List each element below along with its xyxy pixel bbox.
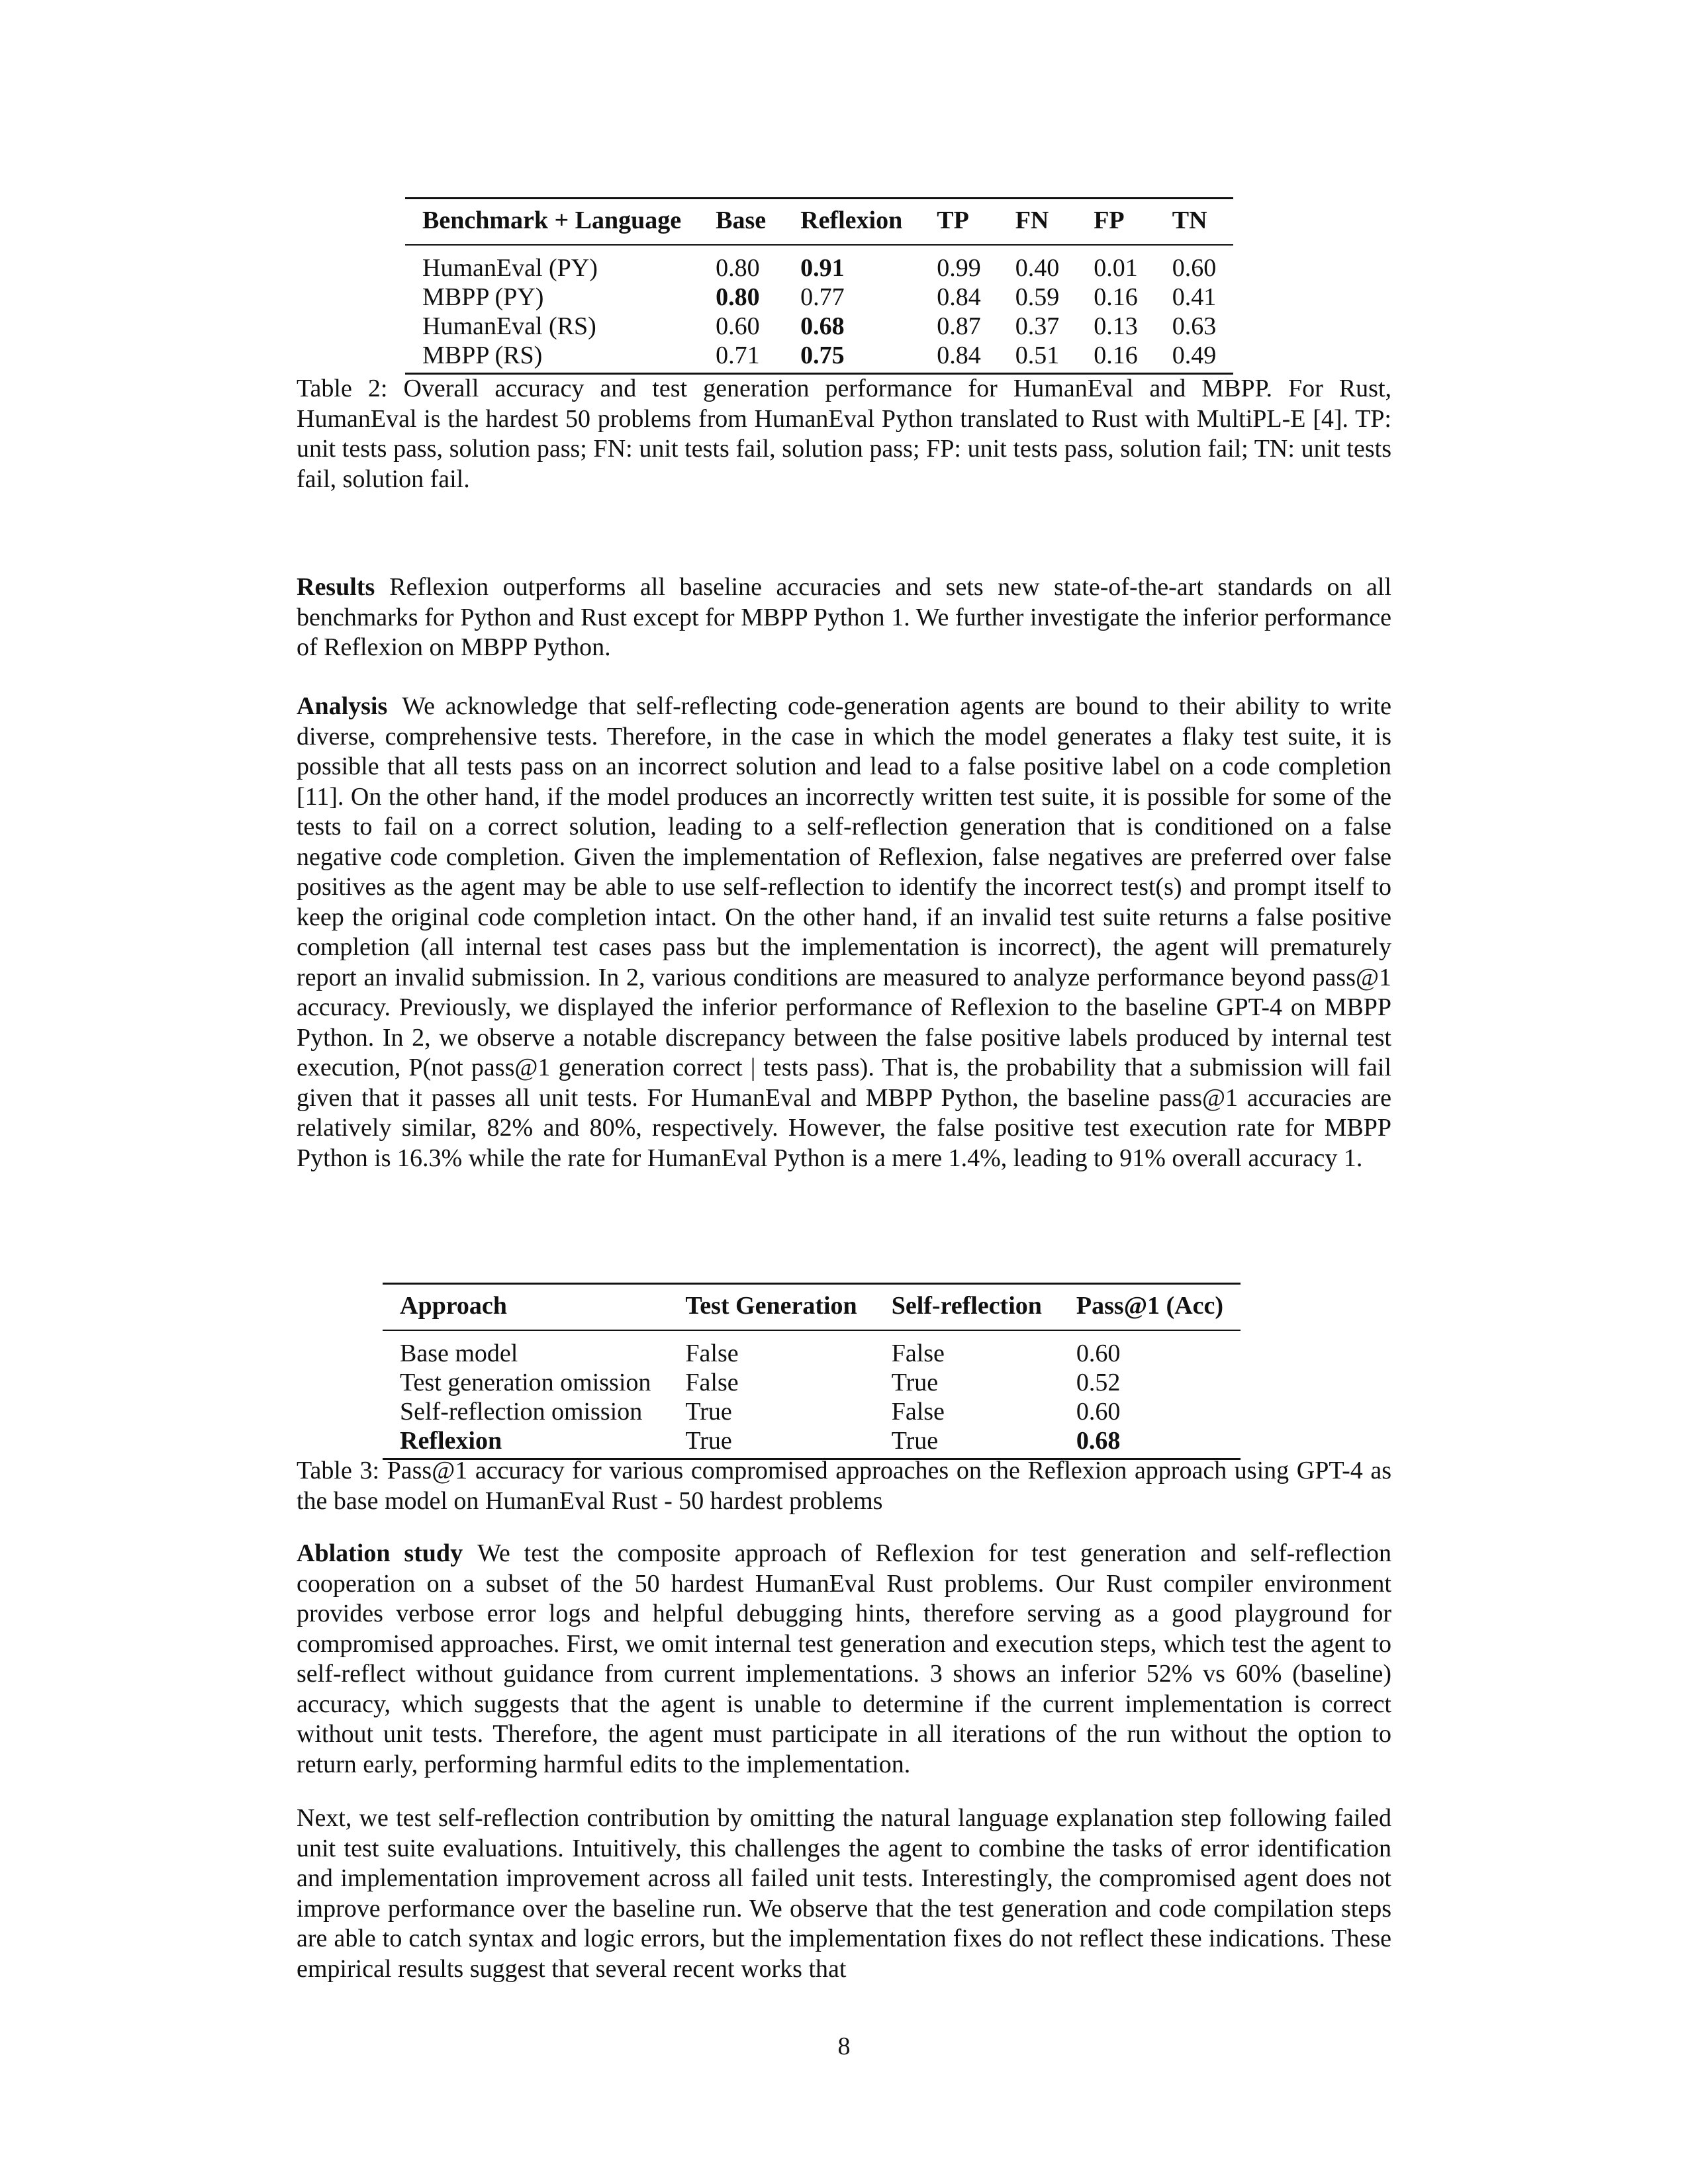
paragraph-heading: Ablation study <box>297 1539 463 1567</box>
table-row <box>405 283 1233 312</box>
table-cell: 0.84 <box>937 283 981 311</box>
column-header: Self-reflection <box>891 1292 1042 1320</box>
table-cell: 0.60 <box>1172 254 1217 282</box>
column-header: FN <box>1015 206 1049 234</box>
table-cell: MBPP (PY) <box>422 283 544 311</box>
table-cell: 0.51 <box>1015 341 1060 369</box>
table-header-row <box>405 199 1233 246</box>
column-header: Pass@1 (Acc) <box>1076 1292 1224 1320</box>
table-cell: True <box>891 1427 939 1455</box>
table-cell: 0.16 <box>1094 283 1138 311</box>
ablation-paragraph <box>297 1539 1391 1780</box>
table-cell: False <box>891 1398 945 1426</box>
paragraph-text: We test the composite approach of Reflexion for test generation and self-reflection cooperation on a subset of the 50 hardest HumanEval Rust problems. Our Rust compiler environment provides verbose error logs and helpful debugging hints, therefore serving as a good playground for compromised approaches. First, we omit internal test generation and execution steps, which test the agent to self-reflect without guidance from current implementations. 3 shows an inferior 52% vs 60% (baseline) accuracy, which suggests that the agent is unable to determine if the current implementation is correct without unit tests. Therefore, the agent must participate in all iterations of the run without the option to return early, performing harmful edits to the implementation. <box>297 1539 1391 1778</box>
table-cell: 0.75 <box>800 341 845 369</box>
table-row <box>405 341 1233 374</box>
table-header-row <box>383 1284 1241 1331</box>
table-cell: 0.16 <box>1094 341 1138 369</box>
table-3 <box>383 1283 1241 1460</box>
table-cell: False <box>891 1340 945 1367</box>
column-header: TN <box>1172 206 1207 234</box>
paragraph-heading: Results <box>297 573 375 601</box>
table-cell: 0.68 <box>1076 1427 1121 1455</box>
table-cell: True <box>891 1369 939 1396</box>
next-paragraph: Next, we test self-reflection contribution by omitting the natural language explanation step following failed unit test suite evaluations. Intuitively, this challenges the agent to combine the tasks of error identification and implementation improvement across all failed unit tests. Interestingly, the compromised agent does not improve performance over the baseline run. We observe that the test generation and code compilation steps are able to catch syntax and logic errors, but the implementation fixes do not reflect these indications. These empirical results suggest that several recent works that <box>297 1804 1391 1983</box>
column-header: FP <box>1094 206 1125 234</box>
table-cell: 0.84 <box>937 341 981 369</box>
table-cell: 0.63 <box>1172 312 1217 340</box>
table-cell: HumanEval (PY) <box>422 254 598 282</box>
column-header: Approach <box>400 1292 507 1320</box>
table-cell: 0.59 <box>1015 283 1060 311</box>
column-header: Reflexion <box>800 206 903 234</box>
table-cell: True <box>685 1398 732 1426</box>
table-row <box>405 245 1233 283</box>
paragraph-heading: Analysis <box>297 692 388 720</box>
column-header: Benchmark + Language <box>422 206 682 234</box>
table-cell: False <box>685 1340 739 1367</box>
table-cell: 0.49 <box>1172 341 1217 369</box>
table-cell: 0.60 <box>716 312 760 340</box>
table-row <box>383 1426 1241 1459</box>
table-cell: 0.80 <box>716 283 760 311</box>
table-cell: 0.41 <box>1172 283 1217 311</box>
analysis-paragraph <box>297 692 1391 1173</box>
table-cell: 0.77 <box>800 283 845 311</box>
table-cell: 0.60 <box>1076 1340 1121 1367</box>
paragraph-text: Reflexion outperforms all baseline accuracies and sets new state-of-the-art standards on all benchmarks for Python and Rust except for MBPP Python 1. We further investigate the inferior performance of Reflexion on MBPP Python. <box>297 573 1391 661</box>
table-cell: 0.68 <box>800 312 845 340</box>
table-cell: MBPP (RS) <box>422 341 543 369</box>
table-row <box>383 1330 1241 1368</box>
table-cell: 0.37 <box>1015 312 1060 340</box>
table-cell: 0.80 <box>716 254 760 282</box>
table-row <box>405 312 1233 341</box>
column-header: Base <box>716 206 767 234</box>
table-row <box>383 1397 1241 1426</box>
table-cell: True <box>685 1427 732 1455</box>
table-cell: Reflexion <box>400 1427 502 1455</box>
paragraph-text: We acknowledge that self-reflecting code-generation agents are bound to their ability to write diverse, comprehensive tests. Therefore, in the case in which the model generates a flaky test suite, it is possible that all tests pass on an incorrect solution and lead to a false positive label on a code completion [11]. On the other hand, if the model produces an incorrectly written test suite, it is possible for some of the tests to fail on a correct solution, leading to a self-reflection generation that is conditioned on a false negative code completion. Given the implementation of Reflexion, false negatives are preferred over false positives as the agent may be able to use self-reflection to identify the incorrect test(s) and prompt itself to keep the original code completion intact. On the other hand, if an invalid test suite returns a false positive completion (all internal test cases pass but the implementation is incorrect), the agent will prematurely report an invalid submission. In 2, various conditions are measured to analyze performance beyond pass@1 accuracy. Previously, we displayed the inferior performance of Reflexion to the baseline GPT-4 on MBPP Python. In 2, we observe a notable discrepancy between the false positive labels produced by internal test execution, P(not pass@1 generation correct | tests pass). That is, the probability that a submission will fail given that it passes all unit tests. For HumanEval and MBPP Python, the baseline pass@1 accuracies are relatively similar, 82% and 80%, respectively. However, the false positive test execution rate for MBPP Python is 16.3% while the rate for HumanEval Python is a mere 1.4%, leading to 91% overall accuracy 1. <box>297 692 1391 1172</box>
results-paragraph <box>297 572 1391 663</box>
table-cell: False <box>685 1369 739 1396</box>
table-cell: 0.99 <box>937 254 981 282</box>
table-cell: 0.60 <box>1076 1398 1121 1426</box>
table-cell: Self-reflection omission <box>400 1398 643 1426</box>
table-cell: 0.91 <box>800 254 845 282</box>
table-3-caption: Table 3: Pass@1 accuracy for various compromised approaches on the Reflexion approach using GPT-4 as the base model on HumanEval Rust - 50 hardest problems <box>297 1457 1391 1515</box>
table-2-caption: Table 2: Overall accuracy and test generation performance for HumanEval and MBPP. For Rust, HumanEval is the hardest 50 problems from HumanEval Python translated to Rust with MultiPL-E [4]. TP: unit tests pass, solution pass; FN: unit tests fail, solution pass; FP: unit tests pass, solution fail; TN: unit tests fail, solution fail. <box>297 375 1391 493</box>
column-header: TP <box>937 206 969 234</box>
column-header: Test Generation <box>685 1292 857 1320</box>
page-number: 8 <box>837 2032 851 2060</box>
table-2 <box>405 197 1233 375</box>
table-cell: 0.01 <box>1094 254 1138 282</box>
table-cell: HumanEval (RS) <box>422 312 596 340</box>
table-cell: 0.71 <box>716 341 760 369</box>
table-cell: 0.52 <box>1076 1369 1121 1396</box>
table-cell: Test generation omission <box>400 1369 651 1396</box>
table-cell: 0.87 <box>937 312 981 340</box>
table-cell: Base model <box>400 1340 518 1367</box>
table-cell: 0.40 <box>1015 254 1060 282</box>
table-cell: 0.13 <box>1094 312 1138 340</box>
table-row <box>383 1368 1241 1397</box>
